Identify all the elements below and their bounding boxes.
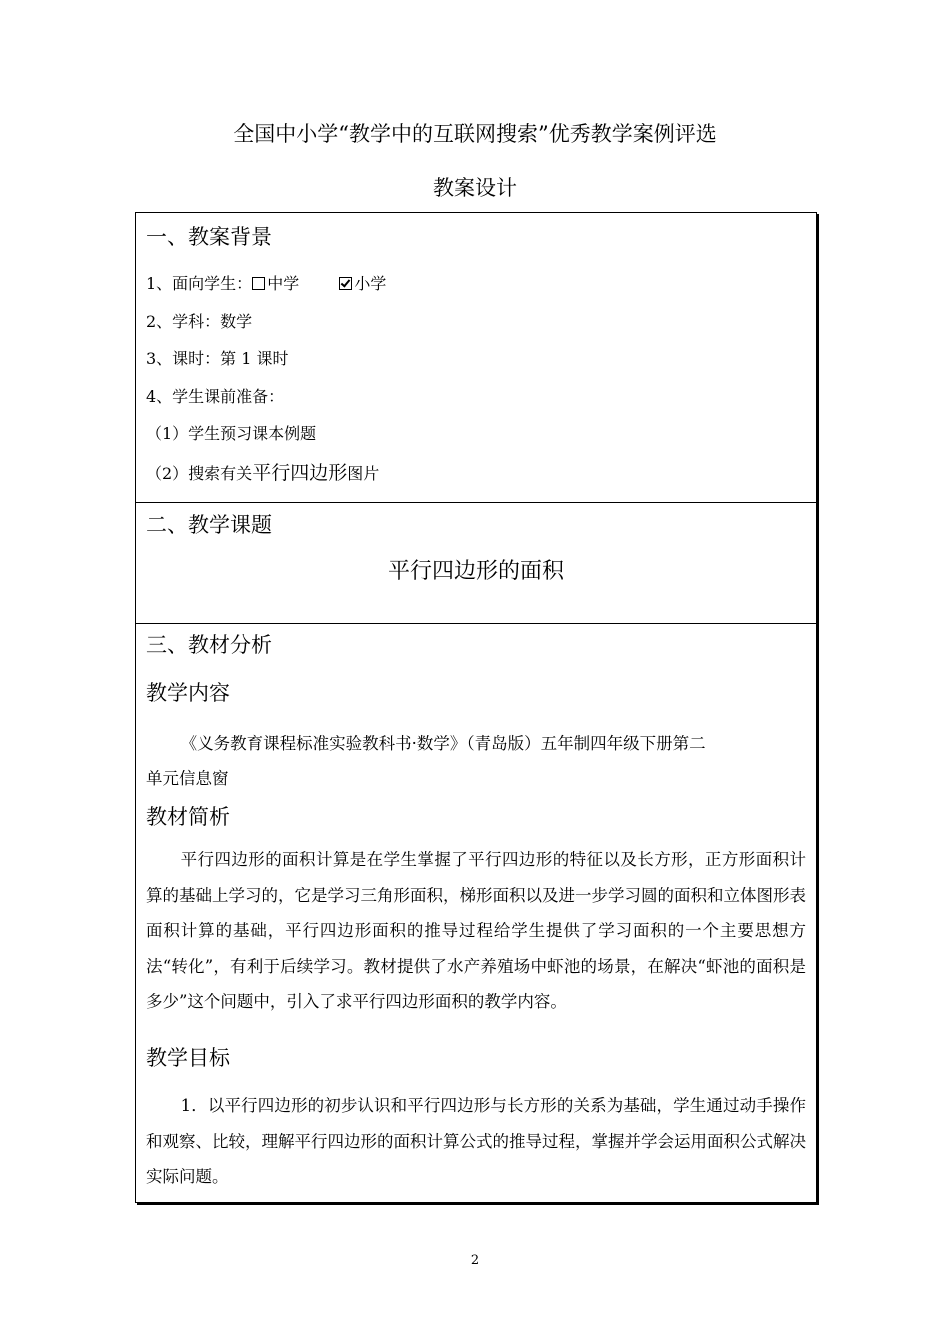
goal-paragraph: 1．以平行四边形的初步认识和平行四边形与长方形的关系为基础，学生通过动手操作和观察、比较，理解平行四边形的面积计算公式的推导过程，掌握并学会运用面积公式解决实际问题。 — [146, 1096, 806, 1186]
checkbox-primary-school[interactable] — [339, 277, 352, 290]
prep-item-1: （1）学生预习课本例题 — [146, 424, 317, 443]
option-middle-school: 中学 — [267, 274, 300, 293]
content-heading: 教学内容 — [146, 681, 230, 705]
goal-heading: 教学目标 — [146, 1046, 230, 1070]
document-title: 全国中小学“教学中的互联网搜索”优秀教学案例评选 — [233, 122, 717, 146]
content-line-2: 单元信息窗 — [146, 769, 229, 788]
prep-item-2-keyword: 平行四边形 — [252, 462, 348, 484]
section-heading: 二、教学课题 — [146, 513, 272, 537]
target-students-label: 1、面向学生： — [146, 274, 253, 293]
section-background — [136, 213, 816, 503]
target-students-row — [146, 274, 386, 294]
lesson-title: 平行四边形的面积 — [387, 559, 564, 584]
content-line-1: 《义务教育课程标准实验教科书·数学》（青岛版）五年制四年级下册第二 — [180, 734, 706, 753]
brief-heading: 教材简析 — [146, 805, 230, 829]
prep-item-2 — [146, 463, 379, 484]
page-number: 2 — [470, 1253, 480, 1268]
brief-paragraph: 平行四边形的面积计算是在学生掌握了平行四边形的特征以及长方形，正方形面积计算的基础上学习的，它是学习三角形面积，梯形面积以及进一步学习圆的面积和立体图形表面积计算的基础，平行四边形面积的推导过程给学生提供了学习面积的一个主要思想方法“转化”，有利于后续学习。教材提供了水产养殖场中虾池的场景，在解决“虾池的面积是多少”这个问题中，引入了求平行四边形面积的教学内容。 — [146, 850, 806, 1011]
section-analysis — [136, 624, 816, 1202]
option-primary-school: 小学 — [354, 274, 387, 293]
prep-item-2-suffix: 图片 — [347, 464, 380, 483]
student-prep-row: 4、学生课前准备： — [146, 387, 285, 406]
checkbox-middle-school[interactable] — [252, 277, 265, 290]
prep-item-2-prefix: （2）搜索有关 — [146, 464, 253, 483]
section-topic — [136, 503, 816, 624]
class-hours-row: 3、课时：第 1 课时 — [146, 349, 289, 368]
section-heading: 一、教案背景 — [146, 225, 272, 249]
lesson-plan-table — [135, 212, 817, 1203]
document-subtitle: 教案设计 — [433, 176, 517, 200]
subject-row: 2、学科：数学 — [146, 312, 253, 331]
section-heading: 三、教材分析 — [146, 633, 272, 657]
